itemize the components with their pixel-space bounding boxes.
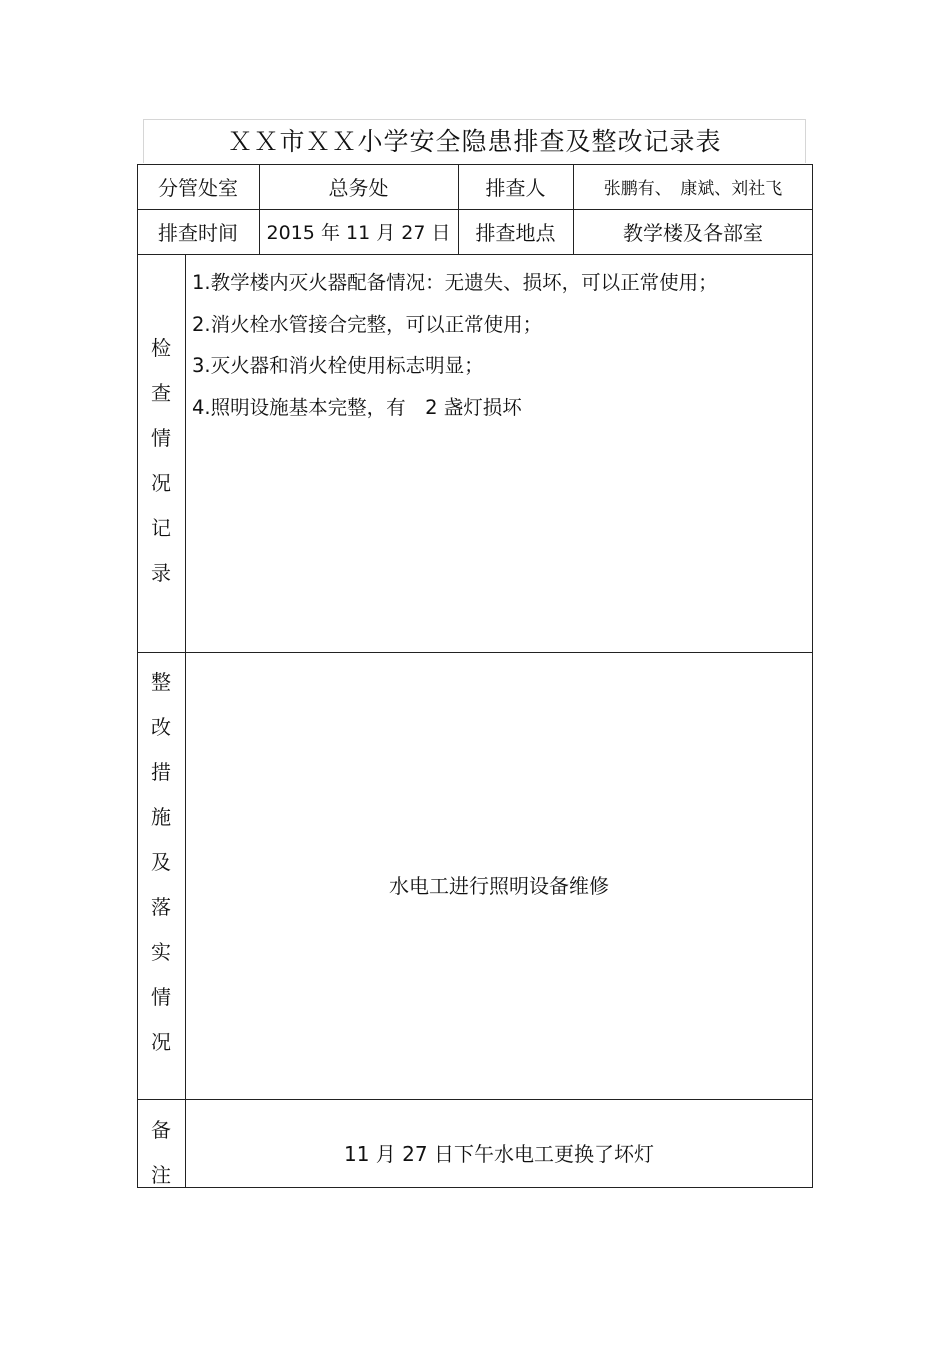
- remarks-content: 11 月 27 日下午水电工更换了坏灯: [344, 1141, 654, 1166]
- inspection-label-char: 情: [151, 426, 171, 450]
- dept-value: 总务处: [328, 176, 389, 200]
- inspection-items: [192, 262, 802, 428]
- inspection-item: 1.教学楼内灭火器配备情况：无遗失、损坏，可以正常使用；: [192, 271, 718, 294]
- inspection-label-char: 检: [151, 336, 171, 360]
- rectification-label-char: 改: [151, 715, 171, 739]
- inspection-label-char: 录: [151, 561, 171, 585]
- rectification-label-char: 整: [151, 670, 171, 694]
- rectification-label-char: 落: [151, 895, 171, 919]
- inspection-label-char: 记: [151, 516, 171, 540]
- inspection-item: 2.消火栓水管接合完整，可以正常使用；: [192, 312, 543, 336]
- inspector-label: 排查人: [485, 176, 546, 200]
- inspection-label-char: 况: [151, 471, 171, 495]
- time-value: 2015 年 11 月 27 日: [266, 222, 451, 244]
- time-label: 排查时间: [158, 221, 238, 245]
- inspection-item: 4.照明设施基本完整，有 2 盏灯损坏: [192, 395, 522, 419]
- rectification-label: [137, 660, 185, 1065]
- remarks-label-char: 备: [151, 1118, 171, 1142]
- rectification-label-char: 况: [151, 1030, 171, 1054]
- place-value: 教学楼及各部室: [623, 221, 763, 245]
- remarks-label: [137, 1108, 185, 1198]
- remarks-label-char: 注: [151, 1163, 171, 1187]
- row-divider: [137, 254, 813, 255]
- row-divider: [137, 652, 813, 653]
- label-col-divider: [185, 254, 186, 1188]
- inspector-value: 张鹏有、 康斌、刘社飞: [603, 179, 783, 199]
- inspection-item: 3.灭火器和消火栓使用标志明显；: [192, 354, 484, 377]
- rectification-label-char: 情: [151, 985, 171, 1009]
- rectification-content: 水电工进行照明设备维修: [389, 873, 609, 898]
- document-title: ＸＸ市ＸＸ小学安全隐患排查及整改记录表: [227, 127, 722, 156]
- dept-label: 分管处室: [158, 176, 238, 200]
- rectification-label-char: 措: [151, 760, 171, 784]
- rectification-label-char: 实: [151, 940, 171, 964]
- rectification-label-char: 及: [151, 850, 171, 874]
- inspection-label: [137, 326, 185, 596]
- rectification-label-char: 施: [151, 805, 171, 829]
- place-label: 排查地点: [475, 221, 556, 245]
- row-divider: [137, 1099, 813, 1100]
- inspection-label-char: 查: [151, 381, 171, 405]
